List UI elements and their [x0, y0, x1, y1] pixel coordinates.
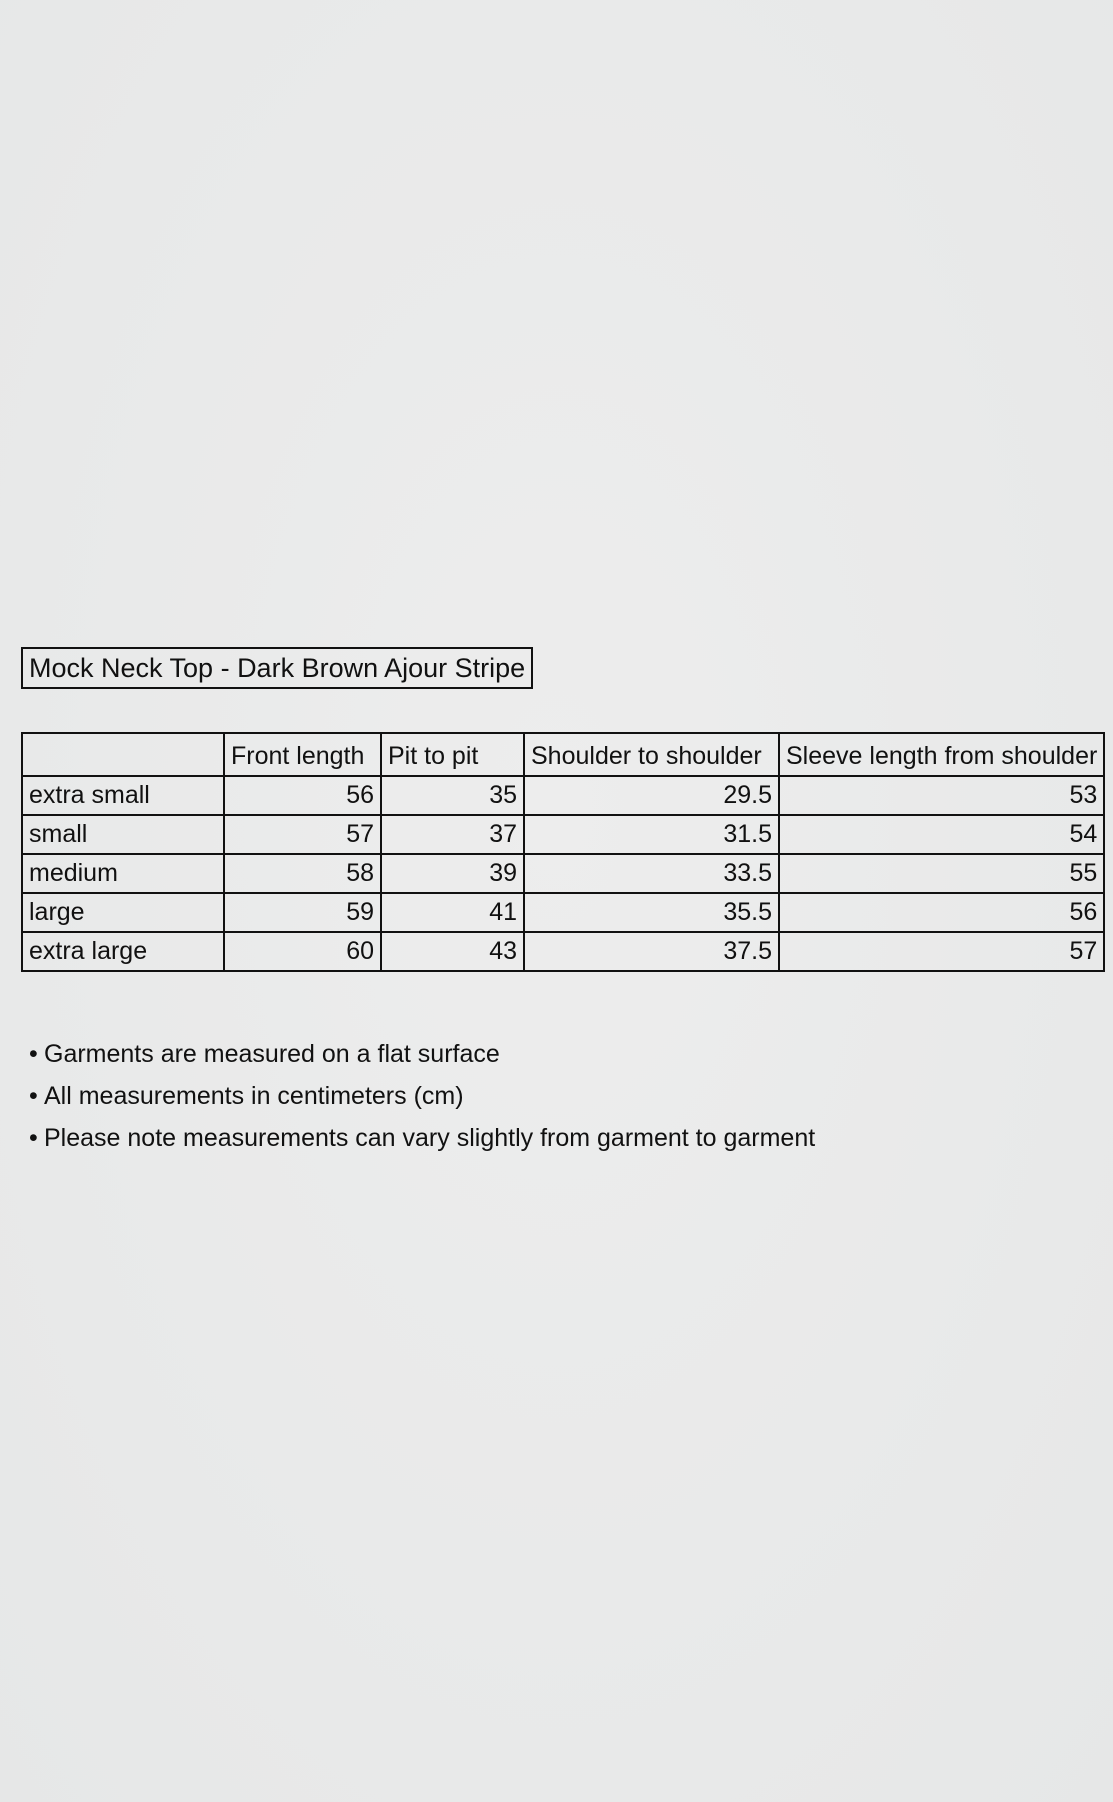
table-row: [22, 893, 1104, 932]
bullet-icon: •: [29, 1082, 38, 1110]
pit-to-pit-value: 41: [381, 893, 524, 932]
sleeve-length-value: 55: [779, 854, 1104, 893]
size-label: small: [22, 815, 224, 854]
table-row: [22, 815, 1104, 854]
note-text: All measurements in centimeters (cm): [44, 1082, 464, 1110]
shoulder-to-shoulder-value: 35.5: [524, 893, 779, 932]
product-title: Mock Neck Top - Dark Brown Ajour Stripe: [21, 647, 533, 689]
size-label: large: [22, 893, 224, 932]
bullet-icon: •: [29, 1124, 38, 1152]
shoulder-to-shoulder-value: 29.5: [524, 776, 779, 815]
table-header-row: [22, 733, 1104, 776]
sleeve-length-value: 57: [779, 932, 1104, 971]
sleeve-length-value: 54: [779, 815, 1104, 854]
front-length-value: 59: [224, 893, 381, 932]
note-item: [29, 1077, 815, 1119]
front-length-value: 56: [224, 776, 381, 815]
shoulder-to-shoulder-value: 33.5: [524, 854, 779, 893]
bullet-icon: •: [29, 1040, 38, 1068]
pit-to-pit-value: 39: [381, 854, 524, 893]
note-item: [29, 1035, 815, 1077]
note-text: Please note measurements can vary slightly from garment to garment: [44, 1124, 816, 1152]
pit-to-pit-value: 43: [381, 932, 524, 971]
note-text: Garments are measured on a flat surface: [44, 1040, 500, 1068]
size-chart-table: [21, 732, 1105, 972]
size-label: medium: [22, 854, 224, 893]
table-row: [22, 776, 1104, 815]
header-cell-front-length: Front length: [224, 733, 381, 776]
header-cell-shoulder-to-shoulder: Shoulder to shoulder: [524, 733, 779, 776]
front-length-value: 57: [224, 815, 381, 854]
front-length-value: 60: [224, 932, 381, 971]
note-item: [29, 1119, 815, 1161]
shoulder-to-shoulder-value: 37.5: [524, 932, 779, 971]
pit-to-pit-value: 35: [381, 776, 524, 815]
header-cell-sleeve-length: Sleeve length from shoulder: [779, 733, 1104, 776]
header-cell-size: [22, 733, 224, 776]
size-label: extra large: [22, 932, 224, 971]
table-row: [22, 932, 1104, 971]
front-length-value: 58: [224, 854, 381, 893]
sleeve-length-value: 56: [779, 893, 1104, 932]
sleeve-length-value: 53: [779, 776, 1104, 815]
shoulder-to-shoulder-value: 31.5: [524, 815, 779, 854]
header-cell-pit-to-pit: Pit to pit: [381, 733, 524, 776]
table-row: [22, 854, 1104, 893]
pit-to-pit-value: 37: [381, 815, 524, 854]
measurement-notes: [29, 1035, 815, 1161]
size-label: extra small: [22, 776, 224, 815]
